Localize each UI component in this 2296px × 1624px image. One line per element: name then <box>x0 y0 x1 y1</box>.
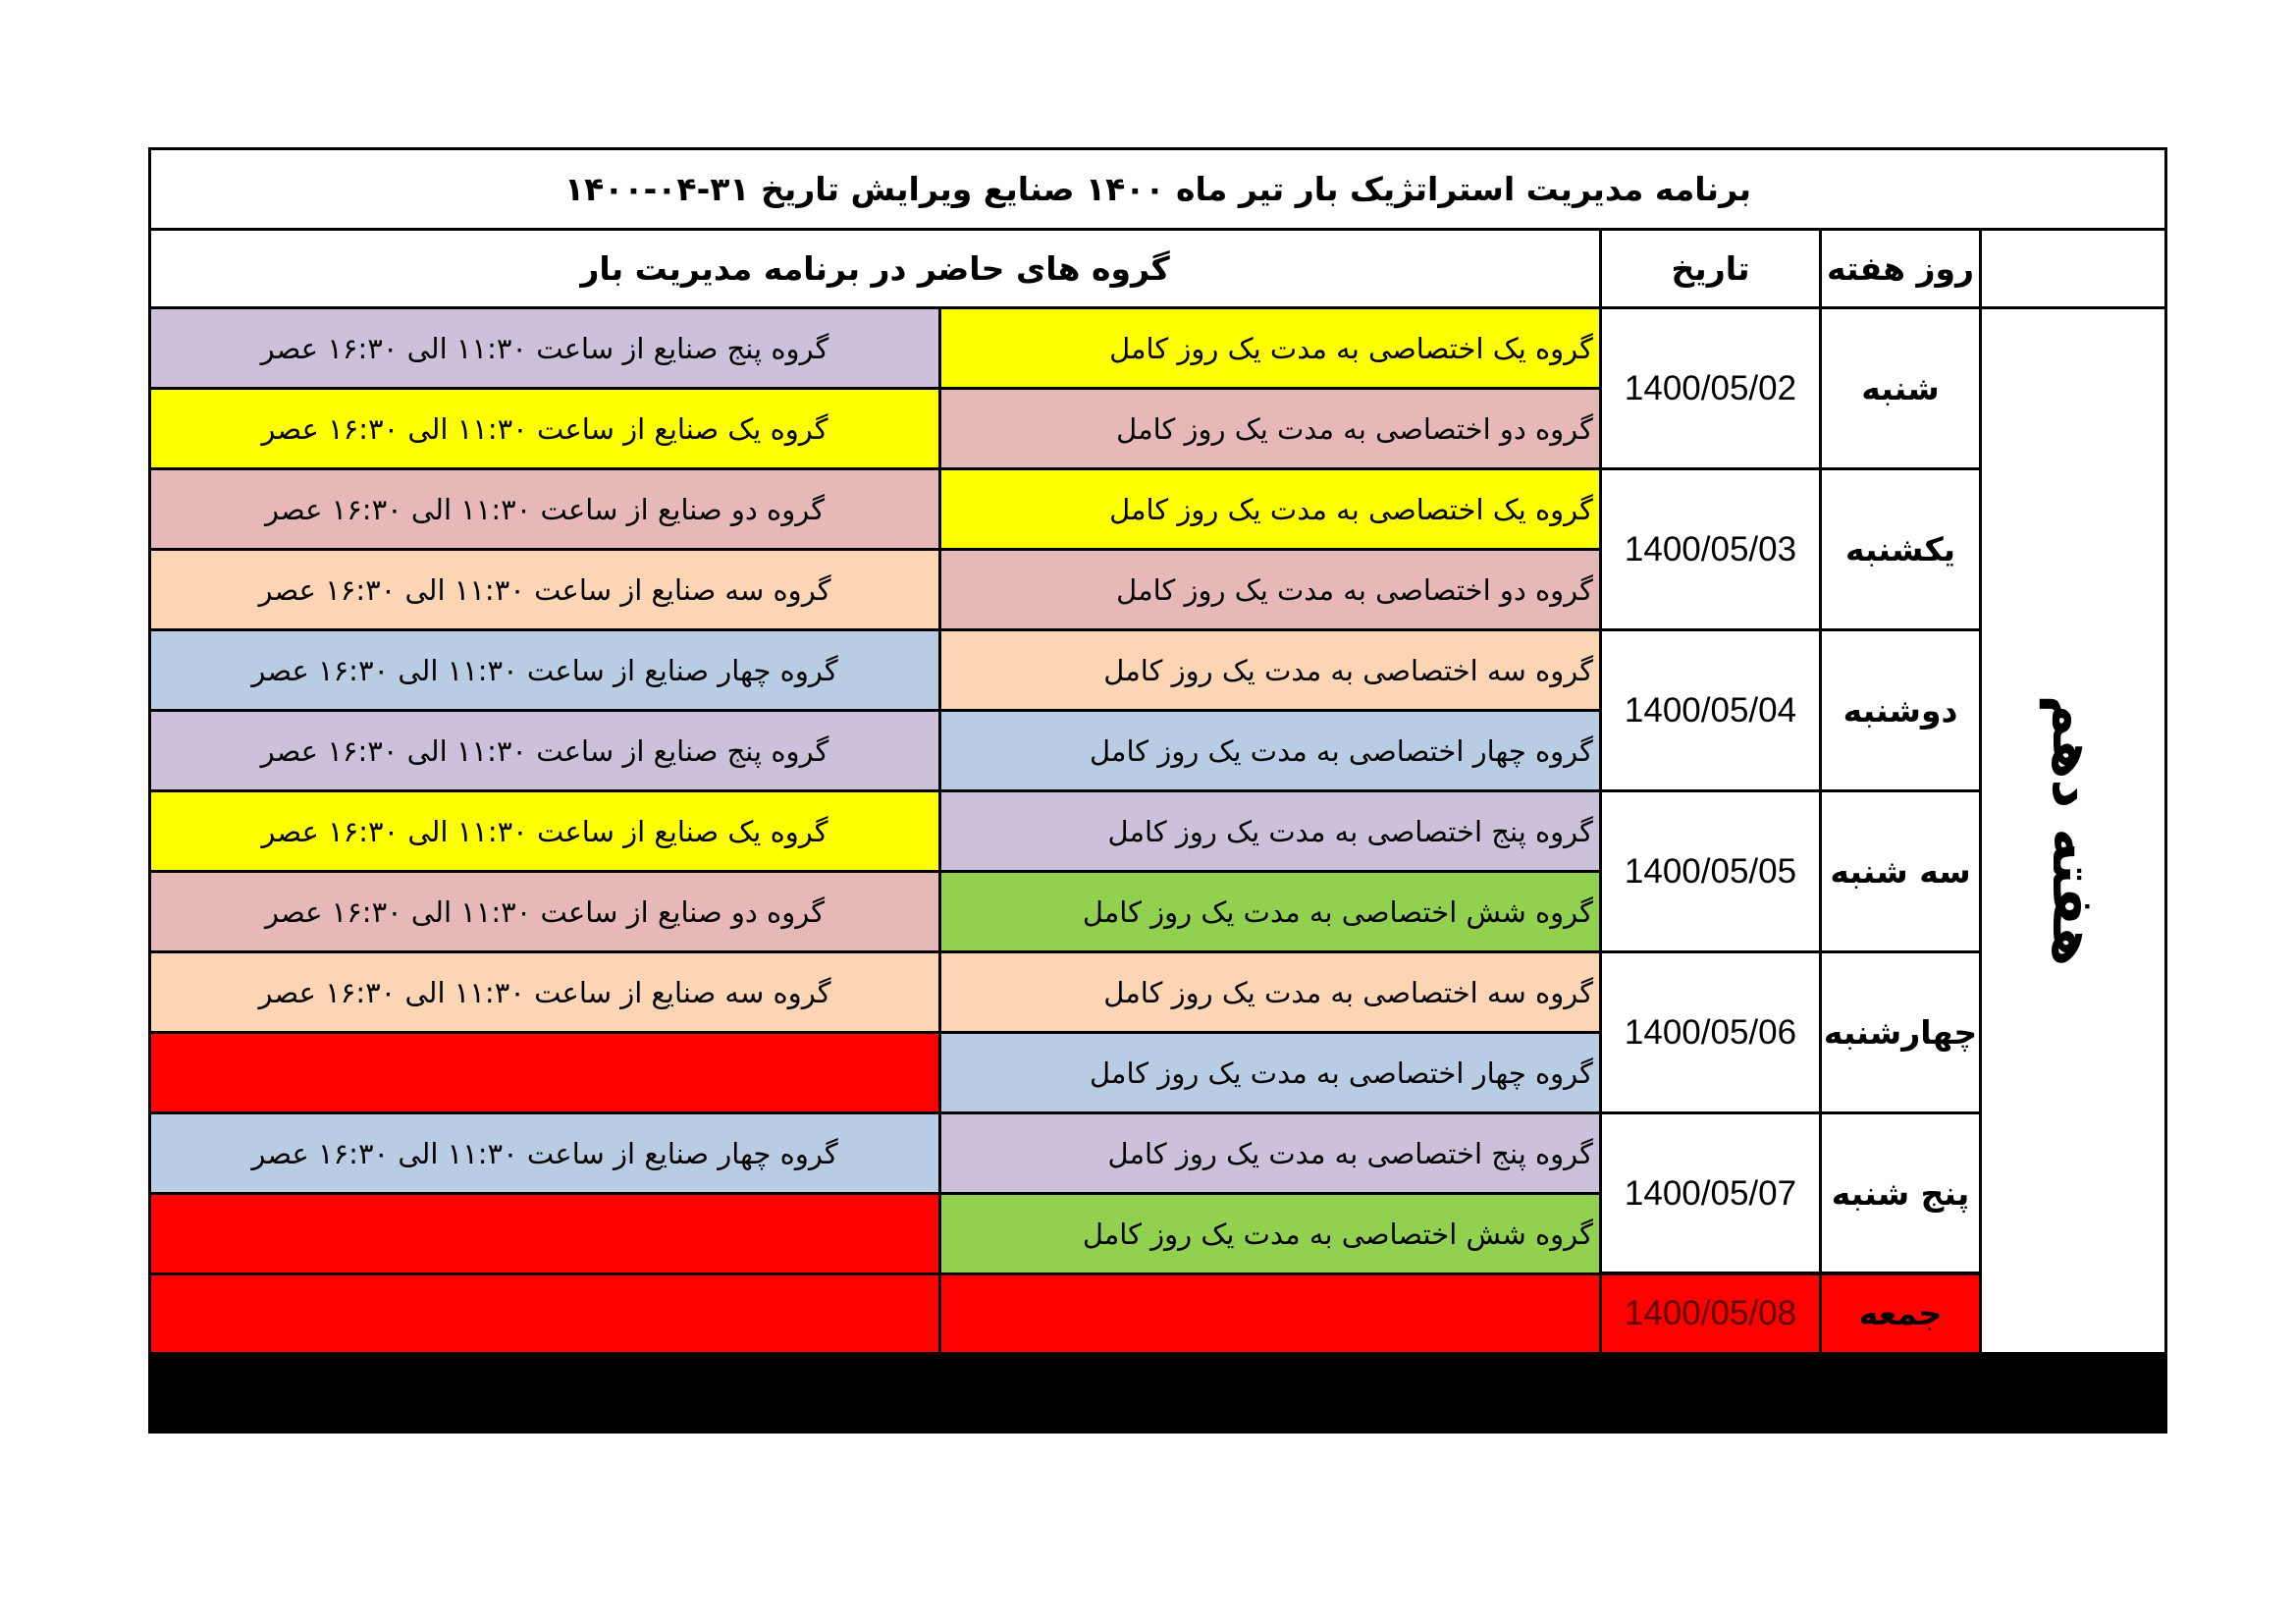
full-day-group-cell: گروه پنج اختصاصی به مدت یک روز کامل <box>938 789 1602 873</box>
full-day-group-cell: گروه شش اختصاصی به مدت یک روز کامل <box>938 1192 1602 1275</box>
friday-full-day-cell <box>938 1272 1602 1355</box>
week-label-cell <box>1979 306 2167 1355</box>
table-title: برنامه مدیریت استراتژیک بار تیر ماه ۱۴۰۰ صنایع ویرایش تاریخ ۳۱-۰۴-۱۴۰۰ <box>148 147 2167 231</box>
full-day-group-cell: گروه پنج اختصاصی به مدت یک روز کامل <box>938 1111 1602 1195</box>
week-label: هفته دهم <box>2040 694 2107 967</box>
full-day-group-cell: گروه دو اختصاصی به مدت یک روز کامل <box>938 387 1602 470</box>
full-day-group-cell: گروه سه اختصاصی به مدت یک روز کامل <box>938 628 1602 712</box>
full-day-group-cell: گروه چهار اختصاصی به مدت یک روز کامل <box>938 1031 1602 1114</box>
partial-day-group-cell <box>148 1031 941 1114</box>
bottom-black-bar <box>148 1352 2167 1434</box>
day-name-cell: چهارشنبه <box>1819 950 1982 1114</box>
day-name-cell: دوشنبه <box>1819 628 1982 792</box>
full-day-group-cell: گروه چهار اختصاصی به مدت یک روز کامل <box>938 709 1602 792</box>
partial-day-group-cell <box>148 1192 941 1275</box>
partial-day-group-cell: گروه دو صنایع از ساعت ۱۱:۳۰ الی ۱۶:۳۰ عصر <box>148 467 941 551</box>
date-cell: 1400/05/06 <box>1599 950 1822 1114</box>
full-day-group-cell: گروه دو اختصاصی به مدت یک روز کامل <box>938 548 1602 631</box>
full-day-group-cell: گروه شش اختصاصی به مدت یک روز کامل <box>938 870 1602 953</box>
date-cell: 1400/05/07 <box>1599 1111 1822 1275</box>
partial-day-group-cell: گروه پنج صنایع از ساعت ۱۱:۳۰ الی ۱۶:۳۰ عصر <box>148 709 941 792</box>
partial-day-group-cell: گروه چهار صنایع از ساعت ۱۱:۳۰ الی ۱۶:۳۰ عصر <box>148 628 941 712</box>
partial-day-group-cell: گروه سه صنایع از ساعت ۱۱:۳۰ الی ۱۶:۳۰ عصر <box>148 950 941 1034</box>
header-date: تاریخ <box>1599 228 1822 309</box>
date-cell: 1400/05/05 <box>1599 789 1822 953</box>
header-groups: گروه های حاضر در برنامه مدیریت بار <box>148 228 1602 309</box>
schedule-table <box>148 147 2167 1434</box>
partial-day-group-cell: گروه چهار صنایع از ساعت ۱۱:۳۰ الی ۱۶:۳۰ عصر <box>148 1111 941 1195</box>
partial-day-group-cell: گروه یک صنایع از ساعت ۱۱:۳۰ الی ۱۶:۳۰ عصر <box>148 387 941 470</box>
friday-partial-day-cell <box>148 1272 941 1355</box>
friday-day-cell: جمعه <box>1819 1272 1982 1355</box>
partial-day-group-cell: گروه یک صنایع از ساعت ۱۱:۳۰ الی ۱۶:۳۰ عصر <box>148 789 941 873</box>
partial-day-group-cell: گروه دو صنایع از ساعت ۱۱:۳۰ الی ۱۶:۳۰ عصر <box>148 870 941 953</box>
day-name-cell: سه شنبه <box>1819 789 1982 953</box>
header-day-of-week: روز هفته <box>1819 228 1982 309</box>
week-header-empty-cell <box>1979 228 2167 309</box>
partial-day-group-cell: گروه سه صنایع از ساعت ۱۱:۳۰ الی ۱۶:۳۰ عصر <box>148 548 941 631</box>
friday-date-cell: 1400/05/08 <box>1599 1272 1822 1355</box>
partial-day-group-cell: گروه پنج صنایع از ساعت ۱۱:۳۰ الی ۱۶:۳۰ عصر <box>148 306 941 390</box>
full-day-group-cell: گروه سه اختصاصی به مدت یک روز کامل <box>938 950 1602 1034</box>
day-name-cell: یکشنبه <box>1819 467 1982 631</box>
date-cell: 1400/05/02 <box>1599 306 1822 470</box>
full-day-group-cell: گروه یک اختصاصی به مدت یک روز کامل <box>938 306 1602 390</box>
day-name-cell: پنج شنبه <box>1819 1111 1982 1275</box>
full-day-group-cell: گروه یک اختصاصی به مدت یک روز کامل <box>938 467 1602 551</box>
date-cell: 1400/05/03 <box>1599 467 1822 631</box>
date-cell: 1400/05/04 <box>1599 628 1822 792</box>
day-name-cell: شنبه <box>1819 306 1982 470</box>
